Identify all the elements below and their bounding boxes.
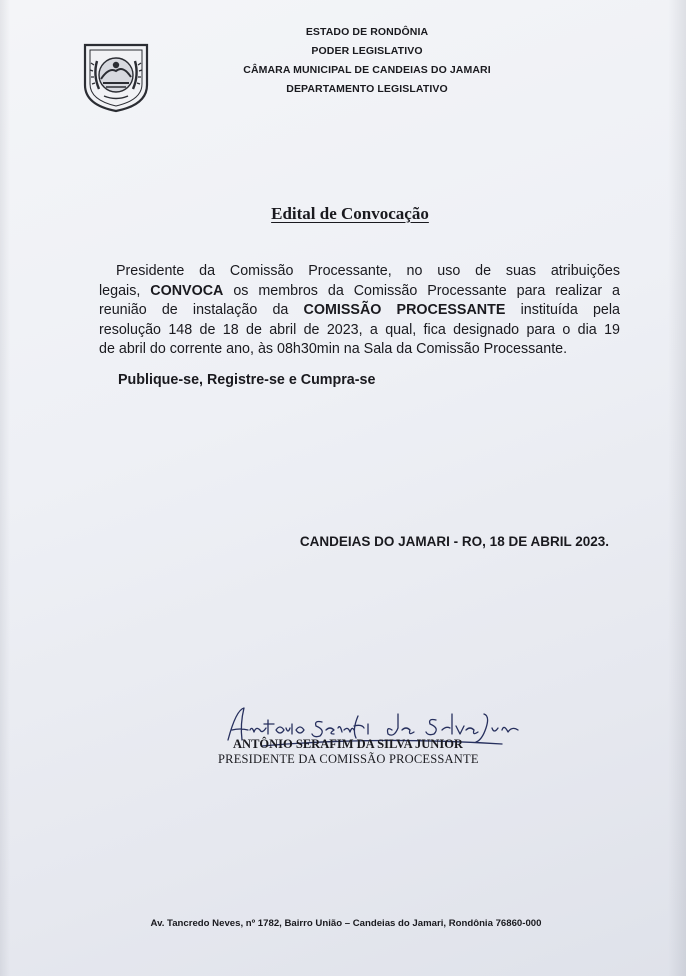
- body-emphasis-commission: COMISSÃO PROCESSANTE: [303, 302, 506, 318]
- body-line-5: [99, 340, 620, 360]
- signatory-name: ANTÔNIO SERAFIM DA SILVA JUNIOR: [233, 737, 463, 751]
- body-text-2c: os membros da Comissão Processante para realizar a: [233, 282, 620, 299]
- letterhead: [200, 23, 534, 99]
- page-shadow-left: [0, 0, 10, 976]
- page-shadow-right: [668, 0, 686, 976]
- body-line-1: [116, 262, 620, 282]
- body-emphasis-convoca: CONVOCA: [150, 282, 224, 299]
- body-text-3c: instituída pela: [520, 302, 620, 318]
- letterhead-department: DEPARTAMENTO LEGISLATIVO: [286, 83, 448, 95]
- place-and-date: CANDEIAS DO JAMARI - RO, 18 DE ABRIL 2023.: [299, 534, 609, 549]
- body-line-3: [99, 301, 620, 321]
- letterhead-branch: PODER LEGISLATIVO: [311, 45, 423, 57]
- document-title: Edital de Convocação: [271, 204, 429, 223]
- municipal-coat-of-arms-icon: [79, 41, 153, 113]
- body-text-5: de abril do corrente ano, às 08h30min na Sala da Comissão Processante.: [99, 341, 568, 357]
- convocation-body: [99, 262, 620, 360]
- signatory-role: PRESIDENTE DA COMISSÃO PROCESSANTE: [218, 752, 479, 766]
- body-line-4: [99, 321, 620, 341]
- letterhead-state: ESTADO DE RONDÔNIA: [305, 26, 429, 38]
- body-text-3a: reunião de instalação da: [99, 302, 289, 318]
- body-line-2: [99, 282, 620, 302]
- body-text-4: resolução 148 de 18 de abril de 2023, a qual, fica designado para o dia 19: [99, 321, 620, 338]
- body-text-1: Presidente da Comissão Processante, no uso de suas atribuições: [116, 263, 620, 279]
- address-footer: Av. Tancredo Neves, nº 1782, Bairro União – Candeias do Jamari, Rondônia 76860-000: [150, 918, 542, 929]
- letterhead-chamber: CÂMARA MUNICIPAL DE CANDEIAS DO JAMARI: [243, 64, 491, 76]
- body-text-2a: legais,: [99, 282, 141, 299]
- closing-formula: Publique-se, Registre-se e Cumpra-se: [118, 372, 376, 388]
